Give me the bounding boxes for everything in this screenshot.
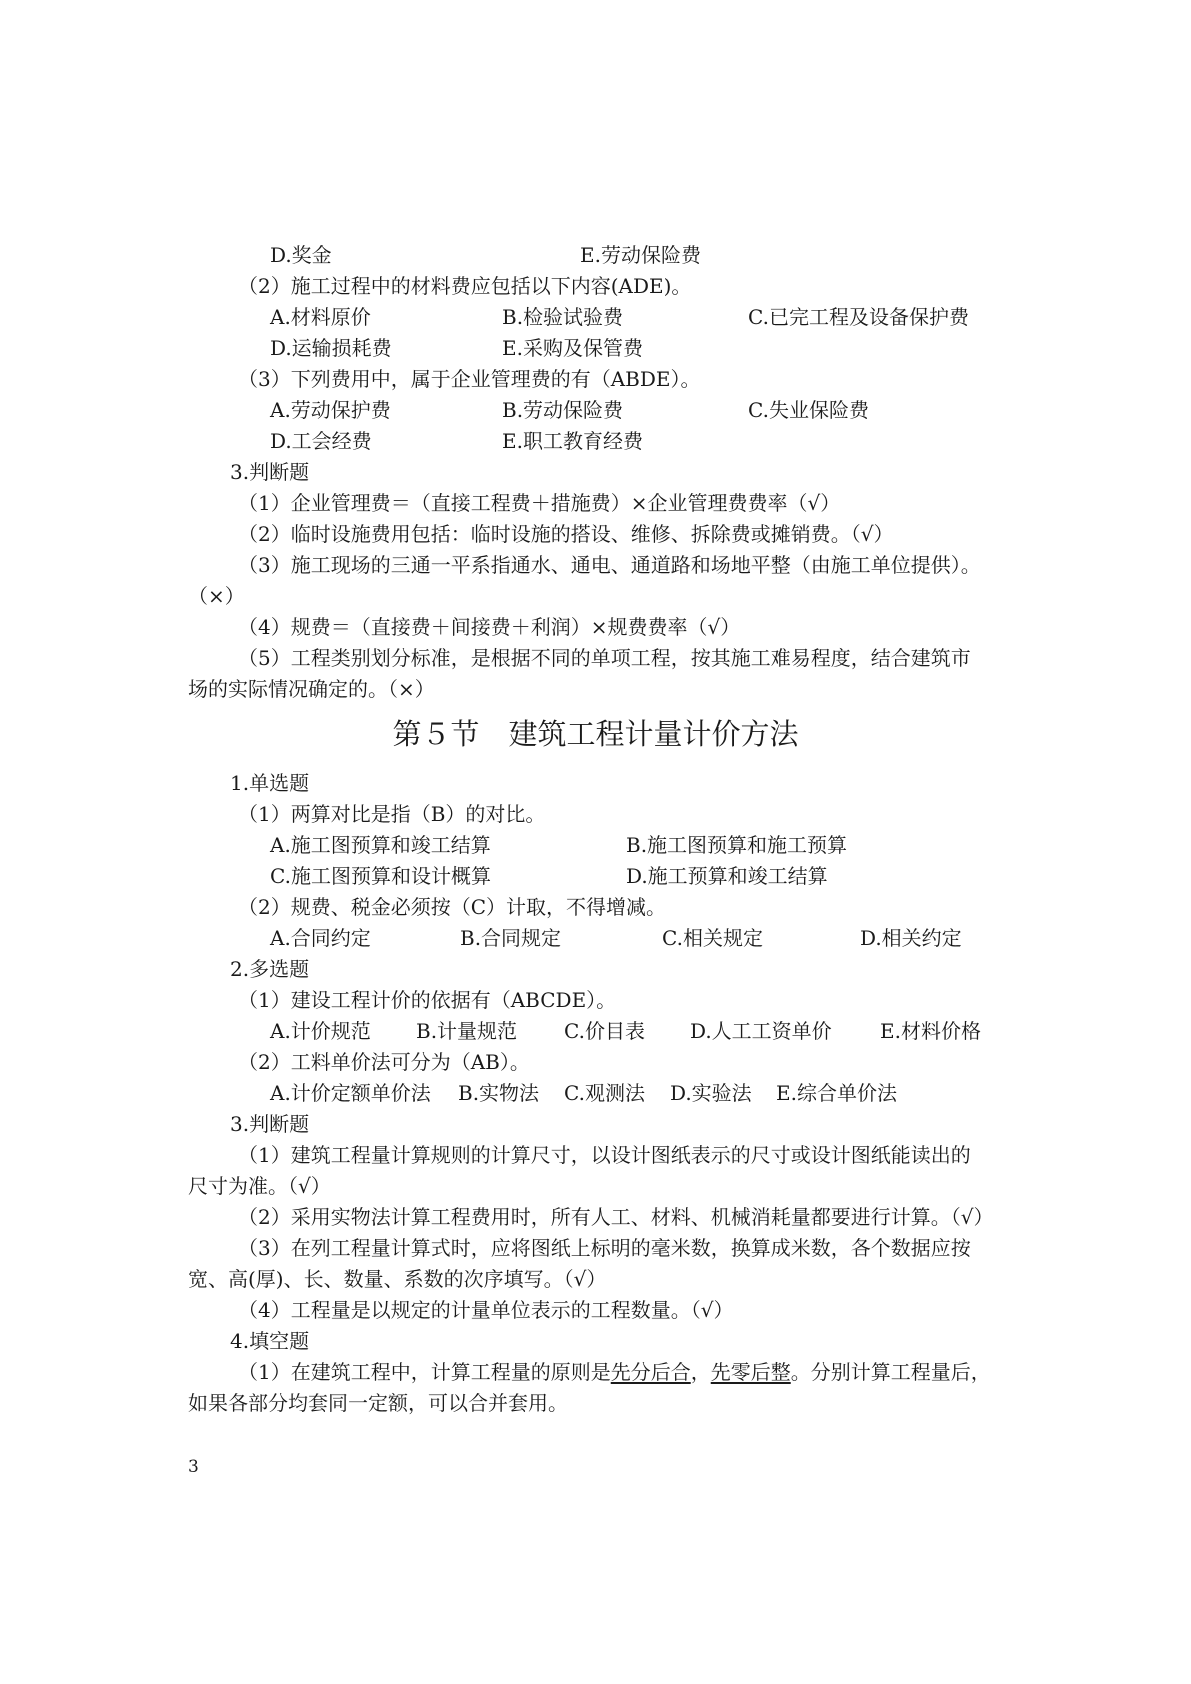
section-title: 第５节 建筑工程计量计价方法 <box>392 717 799 751</box>
option: D.实验法 <box>670 1081 752 1105</box>
fill-text: （1）在建筑工程中，计算工程量的原则是 <box>238 1360 611 1384</box>
option: E.采购及保管费 <box>502 336 643 360</box>
option: A.材料原价 <box>270 305 371 329</box>
option: D.运输损耗费 <box>270 336 392 360</box>
question: （2）工料单价法可分为（AB）。 <box>238 1050 530 1074</box>
page-number: 3 <box>188 1457 199 1477</box>
option-row <box>270 1019 1030 1043</box>
option: B.劳动保险费 <box>502 398 624 422</box>
option: E.职工教育经费 <box>502 429 643 453</box>
option: E.材料价格 <box>880 1019 981 1043</box>
fill-text: 。分别计算工程量后， <box>790 1360 991 1384</box>
judgement-item: （1）企业管理费＝（直接工程费＋措施费）×企业管理费费率（√） <box>238 491 841 515</box>
question: （2）规费、税金必须按（C）计取，不得增减。 <box>238 895 667 919</box>
question: （2）施工过程中的材料费应包括以下内容(ADE)。 <box>238 274 692 298</box>
option-row <box>270 1081 1030 1105</box>
option-row <box>270 336 1030 360</box>
option: A.计价定额单价法 <box>270 1081 431 1105</box>
option-row <box>270 833 1030 857</box>
fill-answer: 先零后整 <box>710 1360 791 1384</box>
option: D.施工预算和竣工结算 <box>626 864 828 888</box>
fill-item-continued: 如果各部分均套同一定额，可以合并套用。 <box>188 1391 568 1415</box>
judgement-item: （3）施工现场的三通一平系指通水、通电、通道路和场地平整（由施工单位提供）。 <box>238 553 981 577</box>
option-row <box>270 926 1030 950</box>
option: E.劳动保险费 <box>580 243 701 267</box>
option-row <box>270 864 1030 888</box>
section-heading: 2.多选题 <box>230 957 310 981</box>
option-row <box>270 429 1030 453</box>
option: B.合同规定 <box>460 926 562 950</box>
option-row <box>270 398 1030 422</box>
judgement-item: （2）临时设施费用包括：临时设施的搭设、维修、拆除费或摊销费。（√） <box>238 522 894 546</box>
section-heading: 1.单选题 <box>230 771 310 795</box>
option: B.施工图预算和施工预算 <box>626 833 848 857</box>
section-heading: 3.判断题 <box>230 460 310 484</box>
option: A.劳动保护费 <box>270 398 391 422</box>
question: （1）建设工程计价的依据有（ABCDE）。 <box>238 988 617 1012</box>
judgement-item: （2）采用实物法计算工程费用时，所有人工、材料、机械消耗量都要进行计算。（√） <box>238 1205 994 1229</box>
judgement-item: （1）建筑工程量计算规则的计算尺寸，以设计图纸表示的尺寸或设计图纸能读出的 <box>238 1143 971 1167</box>
option: A.合同约定 <box>270 926 371 950</box>
option: C.施工图预算和设计概算 <box>270 864 491 888</box>
option: A.施工图预算和竣工结算 <box>270 833 491 857</box>
option: C.价目表 <box>564 1019 645 1043</box>
option: E.综合单价法 <box>776 1081 897 1105</box>
option: A.计价规范 <box>270 1019 371 1043</box>
fill-item <box>238 1360 991 1384</box>
option: B.计量规范 <box>416 1019 518 1043</box>
judgement-item-continued: 场的实际情况确定的。（×） <box>188 677 435 701</box>
option: D.相关约定 <box>860 926 962 950</box>
option: B.实物法 <box>458 1081 540 1105</box>
judgement-item-continued: （×） <box>188 584 245 608</box>
option: C.相关规定 <box>662 926 763 950</box>
option: D.人工工资单价 <box>690 1019 832 1043</box>
judgement-item: （3）在列工程量计算式时，应将图纸上标明的毫米数，换算成米数，各个数据应按 <box>238 1236 971 1260</box>
option: D.奖金 <box>270 243 332 267</box>
option-row <box>270 305 1030 329</box>
question: （1）两算对比是指（B）的对比。 <box>238 802 546 826</box>
section-heading: 4.填空题 <box>230 1329 310 1353</box>
option: C.观测法 <box>564 1081 645 1105</box>
option: C.已完工程及设备保护费 <box>748 305 969 329</box>
judgement-item: （4）工程量是以规定的计量单位表示的工程数量。（√） <box>238 1298 734 1322</box>
judgement-item: （4）规费＝（直接费＋间接费＋利润）×规费费率（√） <box>238 615 741 639</box>
option: C.失业保险费 <box>748 398 869 422</box>
fill-separator: ， <box>690 1360 711 1384</box>
judgement-item: （5）工程类别划分标准，是根据不同的单项工程，按其施工难易程度，结合建筑市 <box>238 646 971 670</box>
section-heading: 3.判断题 <box>230 1112 310 1136</box>
option-row <box>270 243 1030 267</box>
judgement-item-continued: 宽、高(厚)、长、数量、系数的次序填写。（√） <box>188 1267 607 1291</box>
fill-answer: 先分后合 <box>610 1360 691 1384</box>
option: B.检验试验费 <box>502 305 624 329</box>
question: （3）下列费用中，属于企业管理费的有（ABDE）。 <box>238 367 701 391</box>
judgement-item-continued: 尺寸为准。（√） <box>188 1174 331 1198</box>
option: D.工会经费 <box>270 429 372 453</box>
